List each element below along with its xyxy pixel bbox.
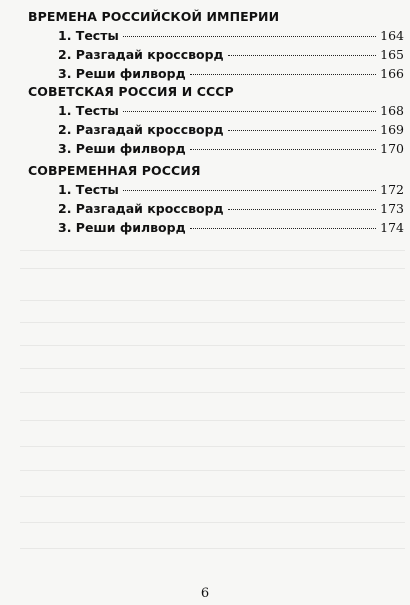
entry-page-number: 165: [380, 47, 404, 62]
entry-page-number: 172: [380, 182, 404, 197]
dot-leader: [228, 130, 376, 131]
dot-leader: [123, 190, 376, 191]
toc-entry-tests[interactable]: [28, 26, 404, 45]
section-title: СОВРЕМЕННАЯ РОССИЯ: [28, 163, 201, 178]
entry-page-number: 173: [380, 201, 404, 216]
page-number: 6: [200, 586, 210, 601]
toc-entry-crossword[interactable]: [28, 120, 404, 139]
dot-leader: [123, 111, 376, 112]
entry-label: 3. Реши филворд: [58, 141, 186, 156]
toc-section-russian-empire: [28, 8, 404, 83]
entry-label: 1. Тесты: [58, 103, 119, 118]
entry-label: 3. Реши филворд: [58, 66, 186, 81]
entry-page-number: 170: [380, 141, 404, 156]
entry-page-number: 174: [380, 220, 404, 235]
dot-leader: [190, 149, 376, 150]
toc-entry-fillword[interactable]: [28, 139, 404, 158]
section-title: ВРЕМЕНА РОССИЙСКОЙ ИМПЕРИИ: [28, 9, 280, 24]
entry-page-number: 168: [380, 103, 404, 118]
entry-label: 3. Реши филворд: [58, 220, 186, 235]
dot-leader: [228, 209, 376, 210]
toc-section-modern-russia: [28, 162, 404, 237]
toc-entry-fillword[interactable]: [28, 64, 404, 83]
dot-leader: [190, 228, 376, 229]
toc-entry-tests[interactable]: [28, 101, 404, 120]
toc-entry-tests[interactable]: [28, 180, 404, 199]
entry-label: 2. Разгадай кроссворд: [58, 47, 224, 62]
section-title: СОВЕТСКАЯ РОССИЯ И СССР: [28, 84, 234, 99]
entry-label: 2. Разгадай кроссворд: [58, 201, 224, 216]
toc-entry-crossword[interactable]: [28, 199, 404, 218]
dot-leader: [123, 36, 376, 37]
toc-entry-crossword[interactable]: [28, 45, 404, 64]
toc-section-soviet-russia: [28, 83, 404, 158]
entry-page-number: 169: [380, 122, 404, 137]
toc-entry-fillword[interactable]: [28, 218, 404, 237]
entry-label: 1. Тесты: [58, 182, 119, 197]
entry-page-number: 164: [380, 28, 404, 43]
entry-page-number: 166: [380, 66, 404, 81]
dot-leader: [190, 74, 376, 75]
entry-label: 2. Разгадай кроссворд: [58, 122, 224, 137]
entry-label: 1. Тесты: [58, 28, 119, 43]
dot-leader: [228, 55, 376, 56]
